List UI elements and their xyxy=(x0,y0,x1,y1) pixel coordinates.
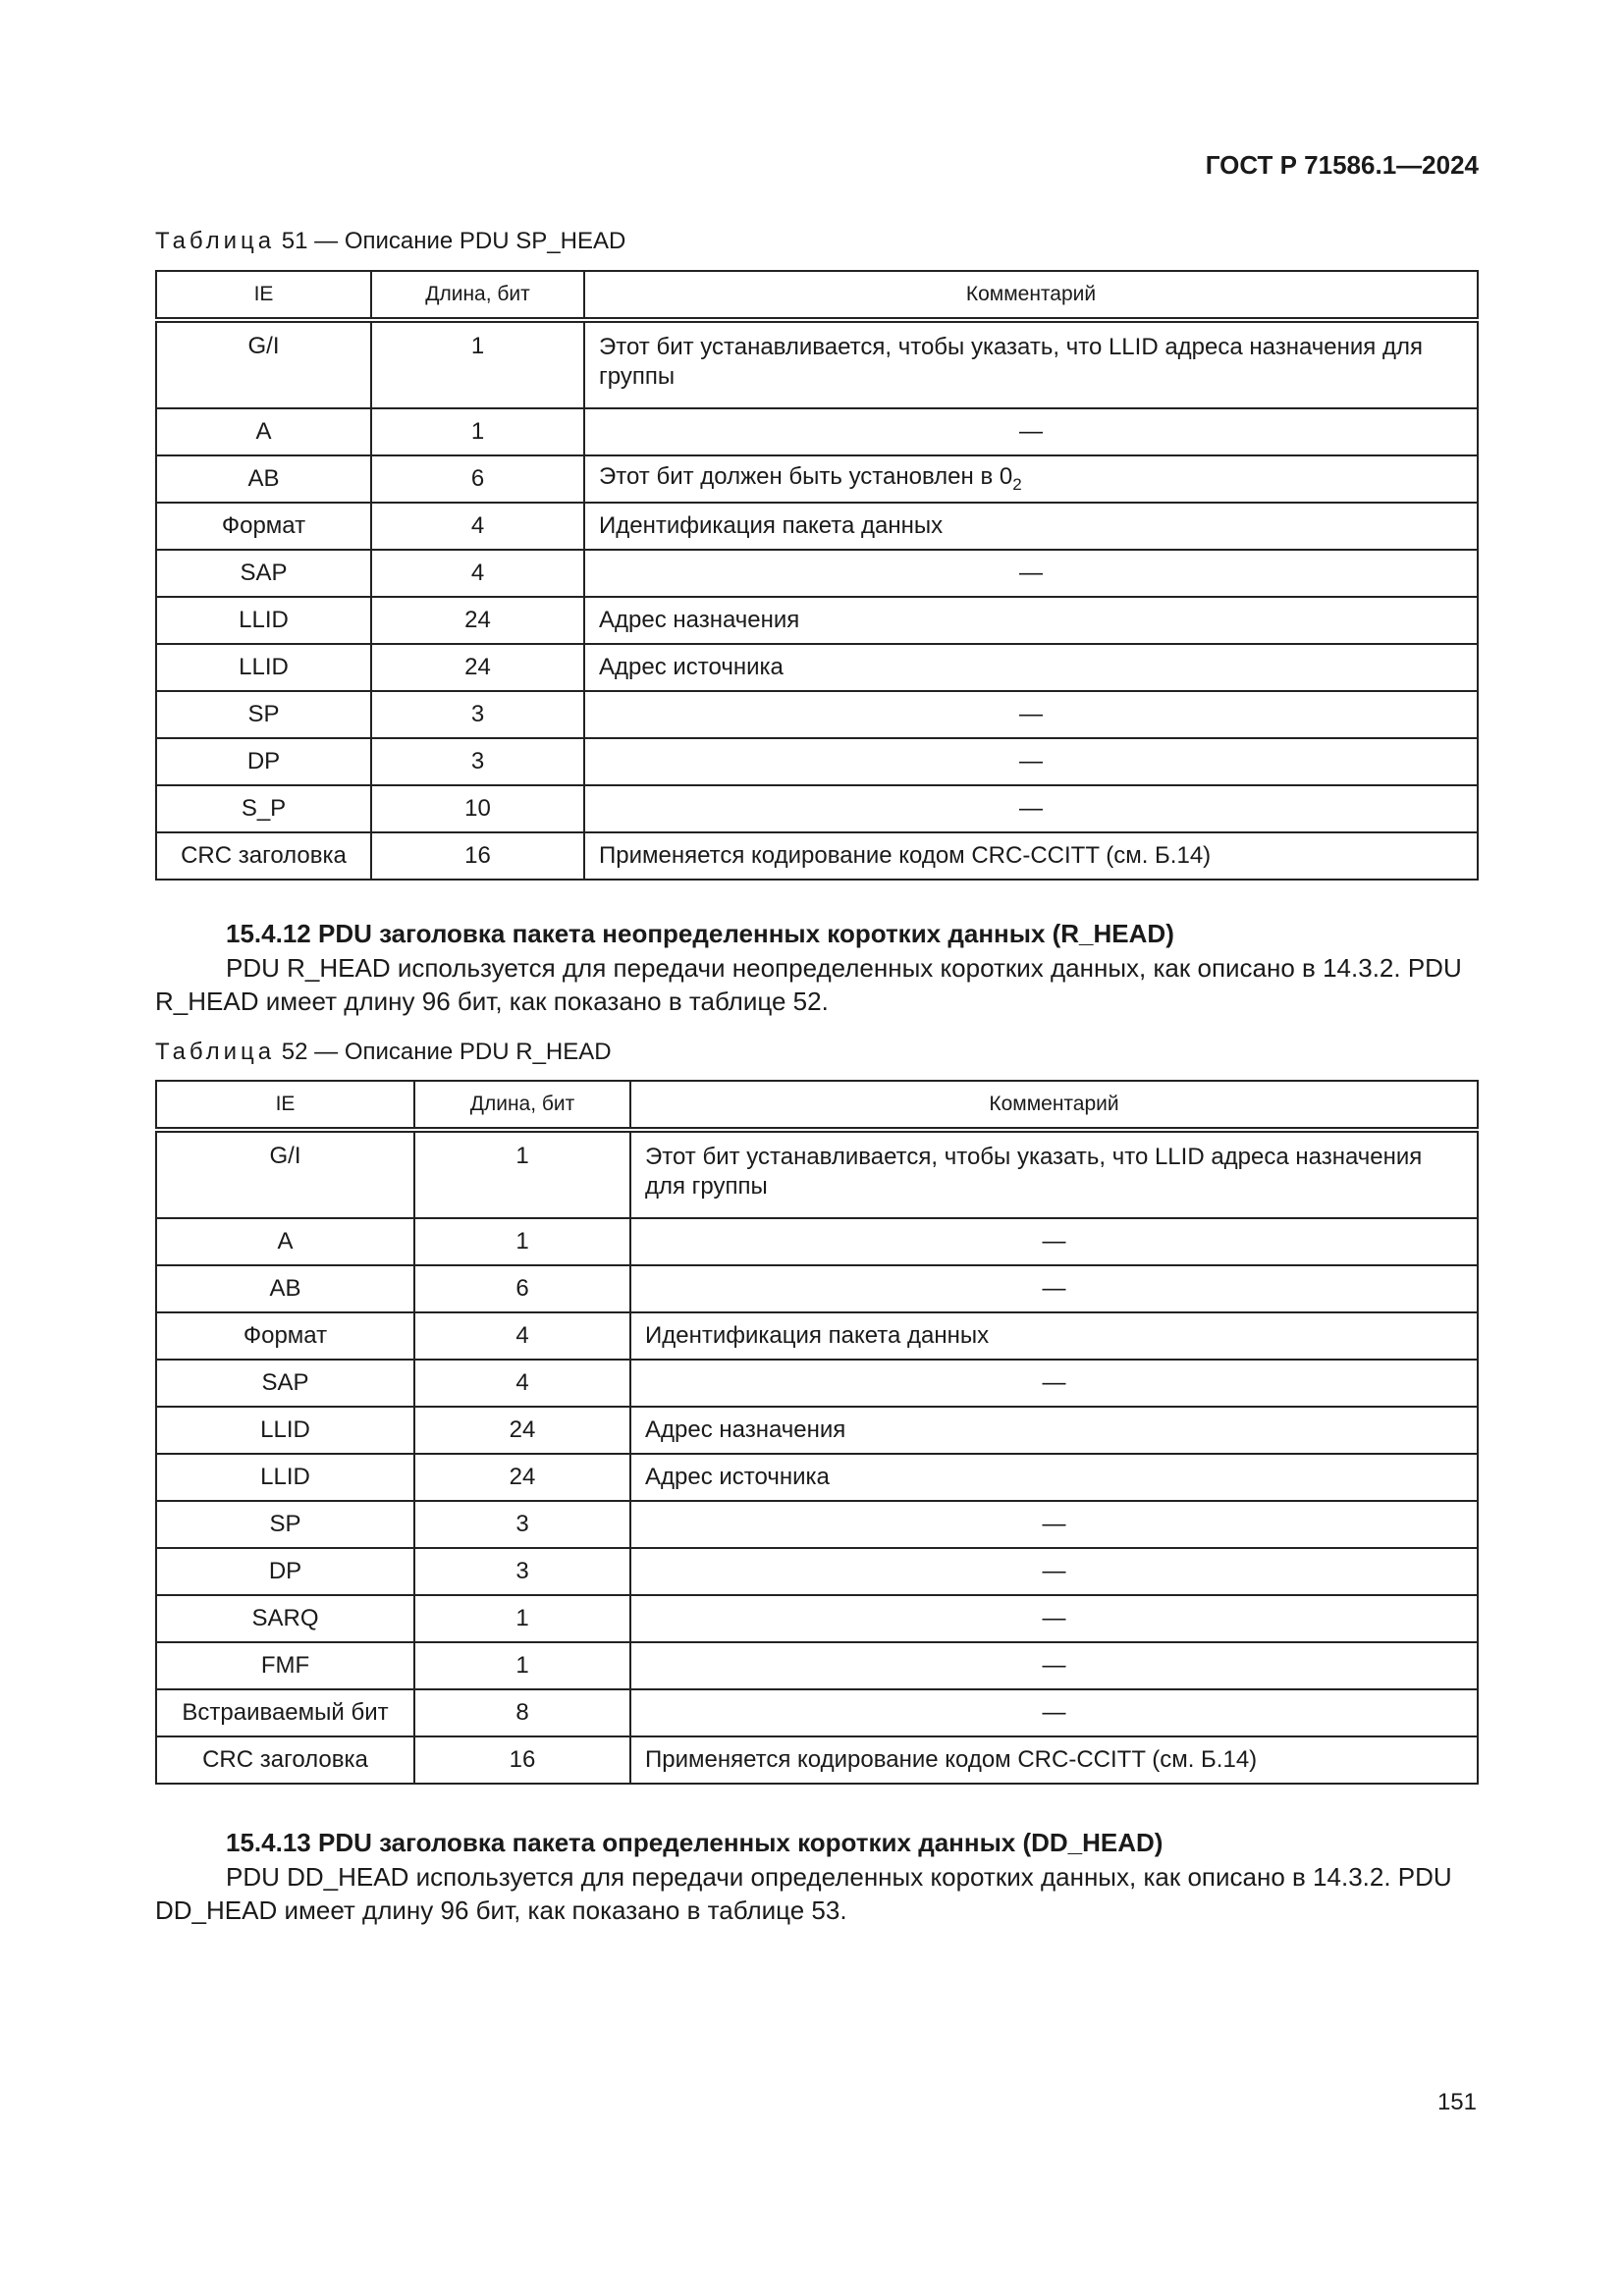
table-row xyxy=(156,1407,1478,1454)
section-heading-15-4-12: 15.4.12 PDU заголовка пакета неопределенных коротких данных (R_HEAD) xyxy=(226,919,1174,948)
binary-subscript: 2 xyxy=(1012,474,1022,494)
cell-comment: Применяется кодирование кодом CRC-CCITT (см. Б.14) xyxy=(584,832,1478,880)
table-row xyxy=(156,1312,1478,1360)
cell-length: 24 xyxy=(371,597,584,644)
cell-length: 3 xyxy=(414,1548,630,1595)
table-row xyxy=(156,1595,1478,1642)
cell-ie: DP xyxy=(156,738,371,785)
cell-ie: SARQ xyxy=(156,1595,414,1642)
column-header-length: Длина, бит xyxy=(414,1081,630,1130)
cell-ie: AB xyxy=(156,455,371,503)
cell-length: 16 xyxy=(414,1736,630,1784)
column-header-length: Длина, бит xyxy=(371,271,584,320)
column-header-comment: Комментарий xyxy=(630,1081,1478,1130)
table-row xyxy=(156,550,1478,597)
cell-ie: S_P xyxy=(156,785,371,832)
section-paragraph-15-4-13: PDU DD_HEAD используется для передачи определенных коротких данных, как описано в 14.3.2. PDU DD_HEAD имеет длину 96 бит, как показано в таблице 53. xyxy=(155,1862,1452,1925)
cell-comment: — xyxy=(630,1689,1478,1736)
cell-length: 16 xyxy=(371,832,584,880)
cell-comment: — xyxy=(630,1265,1478,1312)
table-row xyxy=(156,691,1478,738)
page-number: 151 xyxy=(1436,2089,1477,2115)
cell-length: 8 xyxy=(414,1689,630,1736)
cell-comment: Адрес назначения xyxy=(630,1407,1478,1454)
cell-length: 3 xyxy=(371,738,584,785)
table-51-caption-text: 51 — Описание PDU SP_HEAD xyxy=(281,228,626,254)
cell-comment: — xyxy=(630,1642,1478,1689)
cell-length: 1 xyxy=(414,1130,630,1218)
cell-length: 10 xyxy=(371,785,584,832)
cell-comment: — xyxy=(584,691,1478,738)
cell-length: 1 xyxy=(414,1595,630,1642)
cell-ie: SP xyxy=(156,1501,414,1548)
table-row xyxy=(156,408,1478,455)
table-row xyxy=(156,1265,1478,1312)
cell-length: 1 xyxy=(414,1218,630,1265)
cell-length: 4 xyxy=(414,1312,630,1360)
cell-comment: Адрес назначения xyxy=(584,597,1478,644)
table-51-caption xyxy=(155,228,625,255)
cell-length: 1 xyxy=(371,320,584,408)
table-row xyxy=(156,644,1478,691)
column-header-comment: Комментарий xyxy=(584,271,1478,320)
cell-comment: — xyxy=(630,1548,1478,1595)
table-row xyxy=(156,1218,1478,1265)
cell-length: 6 xyxy=(414,1265,630,1312)
cell-ie: AB xyxy=(156,1265,414,1312)
column-header-ie: IE xyxy=(156,1081,414,1130)
cell-length: 24 xyxy=(414,1407,630,1454)
table-row xyxy=(156,1736,1478,1784)
cell-ie: G/I xyxy=(156,1130,414,1218)
cell-ie: Формат xyxy=(156,1312,414,1360)
cell-comment: — xyxy=(584,408,1478,455)
cell-length: 4 xyxy=(371,550,584,597)
cell-length: 24 xyxy=(414,1454,630,1501)
cell-length: 3 xyxy=(414,1501,630,1548)
cell-comment: Этот бит устанавливается, чтобы указать, что LLID адреса назначения для группы xyxy=(584,320,1478,408)
cell-ie: LLID xyxy=(156,644,371,691)
cell-ie: A xyxy=(156,408,371,455)
table-row xyxy=(156,320,1478,408)
section-paragraph-15-4-12: PDU R_HEAD используется для передачи неопределенных коротких данных, как описано в 14.3.2. PDU R_HEAD имеет длину 96 бит, как показано в таблице 52. xyxy=(155,953,1462,1016)
table-row xyxy=(156,1454,1478,1501)
table-52 xyxy=(155,1080,1479,1785)
table-row xyxy=(156,785,1478,832)
cell-length: 3 xyxy=(371,691,584,738)
cell-comment: Этот бит устанавливается, чтобы указать, что LLID адреса назначения для группы xyxy=(630,1130,1478,1218)
cell-ie: LLID xyxy=(156,1407,414,1454)
table-row xyxy=(156,503,1478,550)
cell-ie: SAP xyxy=(156,1360,414,1407)
cell-comment: — xyxy=(584,550,1478,597)
cell-ie: Встраиваемый бит xyxy=(156,1689,414,1736)
cell-comment: — xyxy=(584,785,1478,832)
table-52-caption-text: 52 — Описание PDU R_HEAD xyxy=(281,1039,612,1065)
table-row xyxy=(156,1360,1478,1407)
document-code: ГОСТ Р 71586.1—2024 xyxy=(1205,150,1479,180)
cell-ie: FMF xyxy=(156,1642,414,1689)
cell-length: 1 xyxy=(371,408,584,455)
cell-ie: A xyxy=(156,1218,414,1265)
table-51-header-row xyxy=(156,271,1478,320)
table-row xyxy=(156,738,1478,785)
table-row xyxy=(156,1689,1478,1736)
cell-ie: CRC заголовка xyxy=(156,1736,414,1784)
cell-comment: Применяется кодирование кодом CRC-CCITT (см. Б.14) xyxy=(630,1736,1478,1784)
cell-ie: SAP xyxy=(156,550,371,597)
table-row xyxy=(156,1642,1478,1689)
cell-ie: LLID xyxy=(156,597,371,644)
cell-ie: G/I xyxy=(156,320,371,408)
table-51-caption-prefix: Таблица xyxy=(155,228,276,254)
cell-ie: CRC заголовка xyxy=(156,832,371,880)
table-row xyxy=(156,597,1478,644)
cell-comment: Идентификация пакета данных xyxy=(630,1312,1478,1360)
cell-length: 4 xyxy=(414,1360,630,1407)
cell-ie: SP xyxy=(156,691,371,738)
cell-comment: Адрес источника xyxy=(584,644,1478,691)
cell-comment: — xyxy=(584,738,1478,785)
table-52-header-row xyxy=(156,1081,1478,1130)
cell-length: 1 xyxy=(414,1642,630,1689)
cell-comment-text: Этот бит должен быть установлен в 0 xyxy=(599,463,1013,491)
table-row xyxy=(156,832,1478,880)
table-52-caption-prefix: Таблица xyxy=(155,1039,276,1065)
cell-length: 4 xyxy=(371,503,584,550)
table-51 xyxy=(155,270,1479,881)
section-heading-15-4-13: 15.4.13 PDU заголовка пакета определенных коротких данных (DD_HEAD) xyxy=(226,1828,1164,1857)
table-row xyxy=(156,1501,1478,1548)
cell-comment: — xyxy=(630,1218,1478,1265)
table-52-caption xyxy=(155,1039,612,1066)
cell-ie: DP xyxy=(156,1548,414,1595)
cell-length: 24 xyxy=(371,644,584,691)
cell-ie: Формат xyxy=(156,503,371,550)
cell-comment: — xyxy=(630,1360,1478,1407)
table-row xyxy=(156,455,1478,503)
column-header-ie: IE xyxy=(156,271,371,320)
cell-comment: — xyxy=(630,1501,1478,1548)
cell-comment: Идентификация пакета данных xyxy=(584,503,1478,550)
table-row xyxy=(156,1548,1478,1595)
table-row xyxy=(156,1130,1478,1218)
cell-comment: Адрес источника xyxy=(630,1454,1478,1501)
cell-length: 6 xyxy=(371,455,584,503)
cell-ie: LLID xyxy=(156,1454,414,1501)
cell-comment xyxy=(584,455,1478,503)
cell-comment: — xyxy=(630,1595,1478,1642)
